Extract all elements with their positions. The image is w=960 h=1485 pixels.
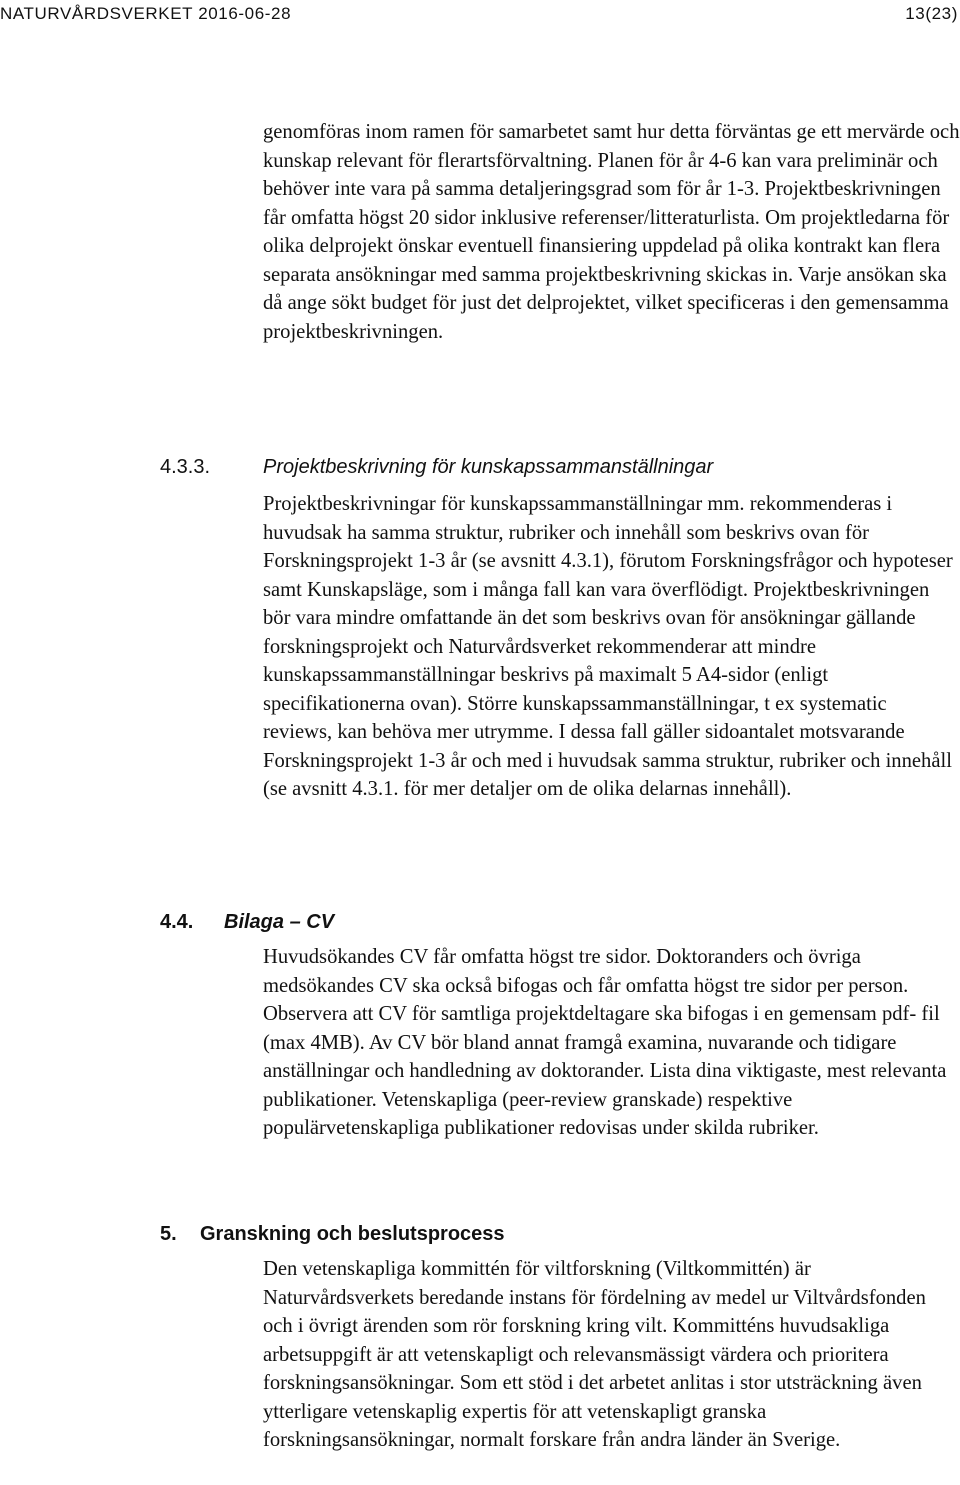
header-agency-date: NATURVÅRDSVERKET 2016-06-28 bbox=[0, 4, 292, 23]
section-title-4-3-3: Projektbeskrivning för kunskapssammanställningar bbox=[263, 456, 714, 478]
header-page-number: 13(23) bbox=[905, 4, 958, 23]
page-header bbox=[0, 0, 960, 30]
section-number-4-4: 4.4. bbox=[160, 911, 194, 933]
section-title-4-4: Bilaga – CV bbox=[224, 911, 335, 933]
section-number-5: 5. bbox=[160, 1223, 177, 1245]
paragraph-4-3-3: Projektbeskrivningar för kunskapssammanställningar mm. rekommenderas i huvudsak ha samma struktur, rubriker och innehåll som beskrivs ovan för Forskningsprojekt 1-3 år (se avsnitt 4.3.1), förutom Forskningsfrågor och hypoteser samt Kunskapsläge, som i många fall kan vara överflödigt. Projektbeskrivningen bör vara mindre omfattande än det som beskrivs ovan för ansökningar gällande forskningsprojekt och Naturvårdsverket rekommenderar att mindre kunskapssammanställningar beskrivs på maximalt 5 A4-sidor (enligt specifikationerna ovan). Större kunskapssammanställningar, t ex systematic reviews, kan behöva mer utrymme. I dessa fall gäller sidoantalet motsvarande Forskningsprojekt 1-3 år och med i huvudsak samma struktur, rubriker och innehåll (se avsnitt 4.3.1. för mer detaljer om de olika delarnas innehåll). bbox=[263, 493, 953, 800]
paragraph-4-4: Huvudsökandes CV får omfatta högst tre sidor. Doktoranders och övriga medsökandes CV ska också bifogas och får omfatta högst tre sidor per person. Observera att CV för samtliga projektdeltagare ska bifogas i en gemensam pdf- fil (max 4MB). Av CV bör bland annat framgå examina, nuvarande och tidigare anställningar och handledning av doktorander. Lista dina viktigaste, mest relevanta publikationer. Vetenskapliga (peer-review granskade) respektive populärvetenskapliga publikationer redovisas under skilda rubriker. bbox=[263, 946, 947, 1139]
paragraph-intro: genomföras inom ramen för samarbetet samt hur detta förväntas ge ett mervärde och kunskap relevant för flerartsförvaltning. Planen för år 4-6 kan vara preliminär och behöver inte vara på samma detaljeringsgrad som för år 1-3. Projektbeskrivningen får omfatta högst 20 sidor inklusive referenser/litteraturlista. Om projektledarna för olika delprojekt önskar eventuell finansiering uppdelad på olika kontrakt kan flera separata ansökningar med samma projektbeskrivning skickas in. Varje ansökan ska då ange sökt budget för just det delprojektet, vilket specificeras i den gemensamma projektbeskrivningen. bbox=[263, 121, 960, 343]
section-title-5: Granskning och beslutsprocess bbox=[200, 1223, 505, 1245]
section-number-4-3-3: 4.3.3. bbox=[160, 456, 211, 478]
paragraph-5: Den vetenskapliga kommittén för viltforskning (Viltkommittén) är Naturvårdsverkets beredande instans för fördelning av medel ur Viltvårdsfonden och i övrigt ärenden som rör forskning kring vilt. Kommitténs huvudsakliga arbetsuppgift är att vetenskapligt och relevansmässigt värdera och prioritera forskningsansökningar. Som ett stöd i det arbetet anlitas i stor utsträckning även ytterligare vetenskaplig expertis för att vetenskapligt granska forskningsansökningar, normalt forskare från andra länder än Sverige. bbox=[263, 1258, 926, 1451]
